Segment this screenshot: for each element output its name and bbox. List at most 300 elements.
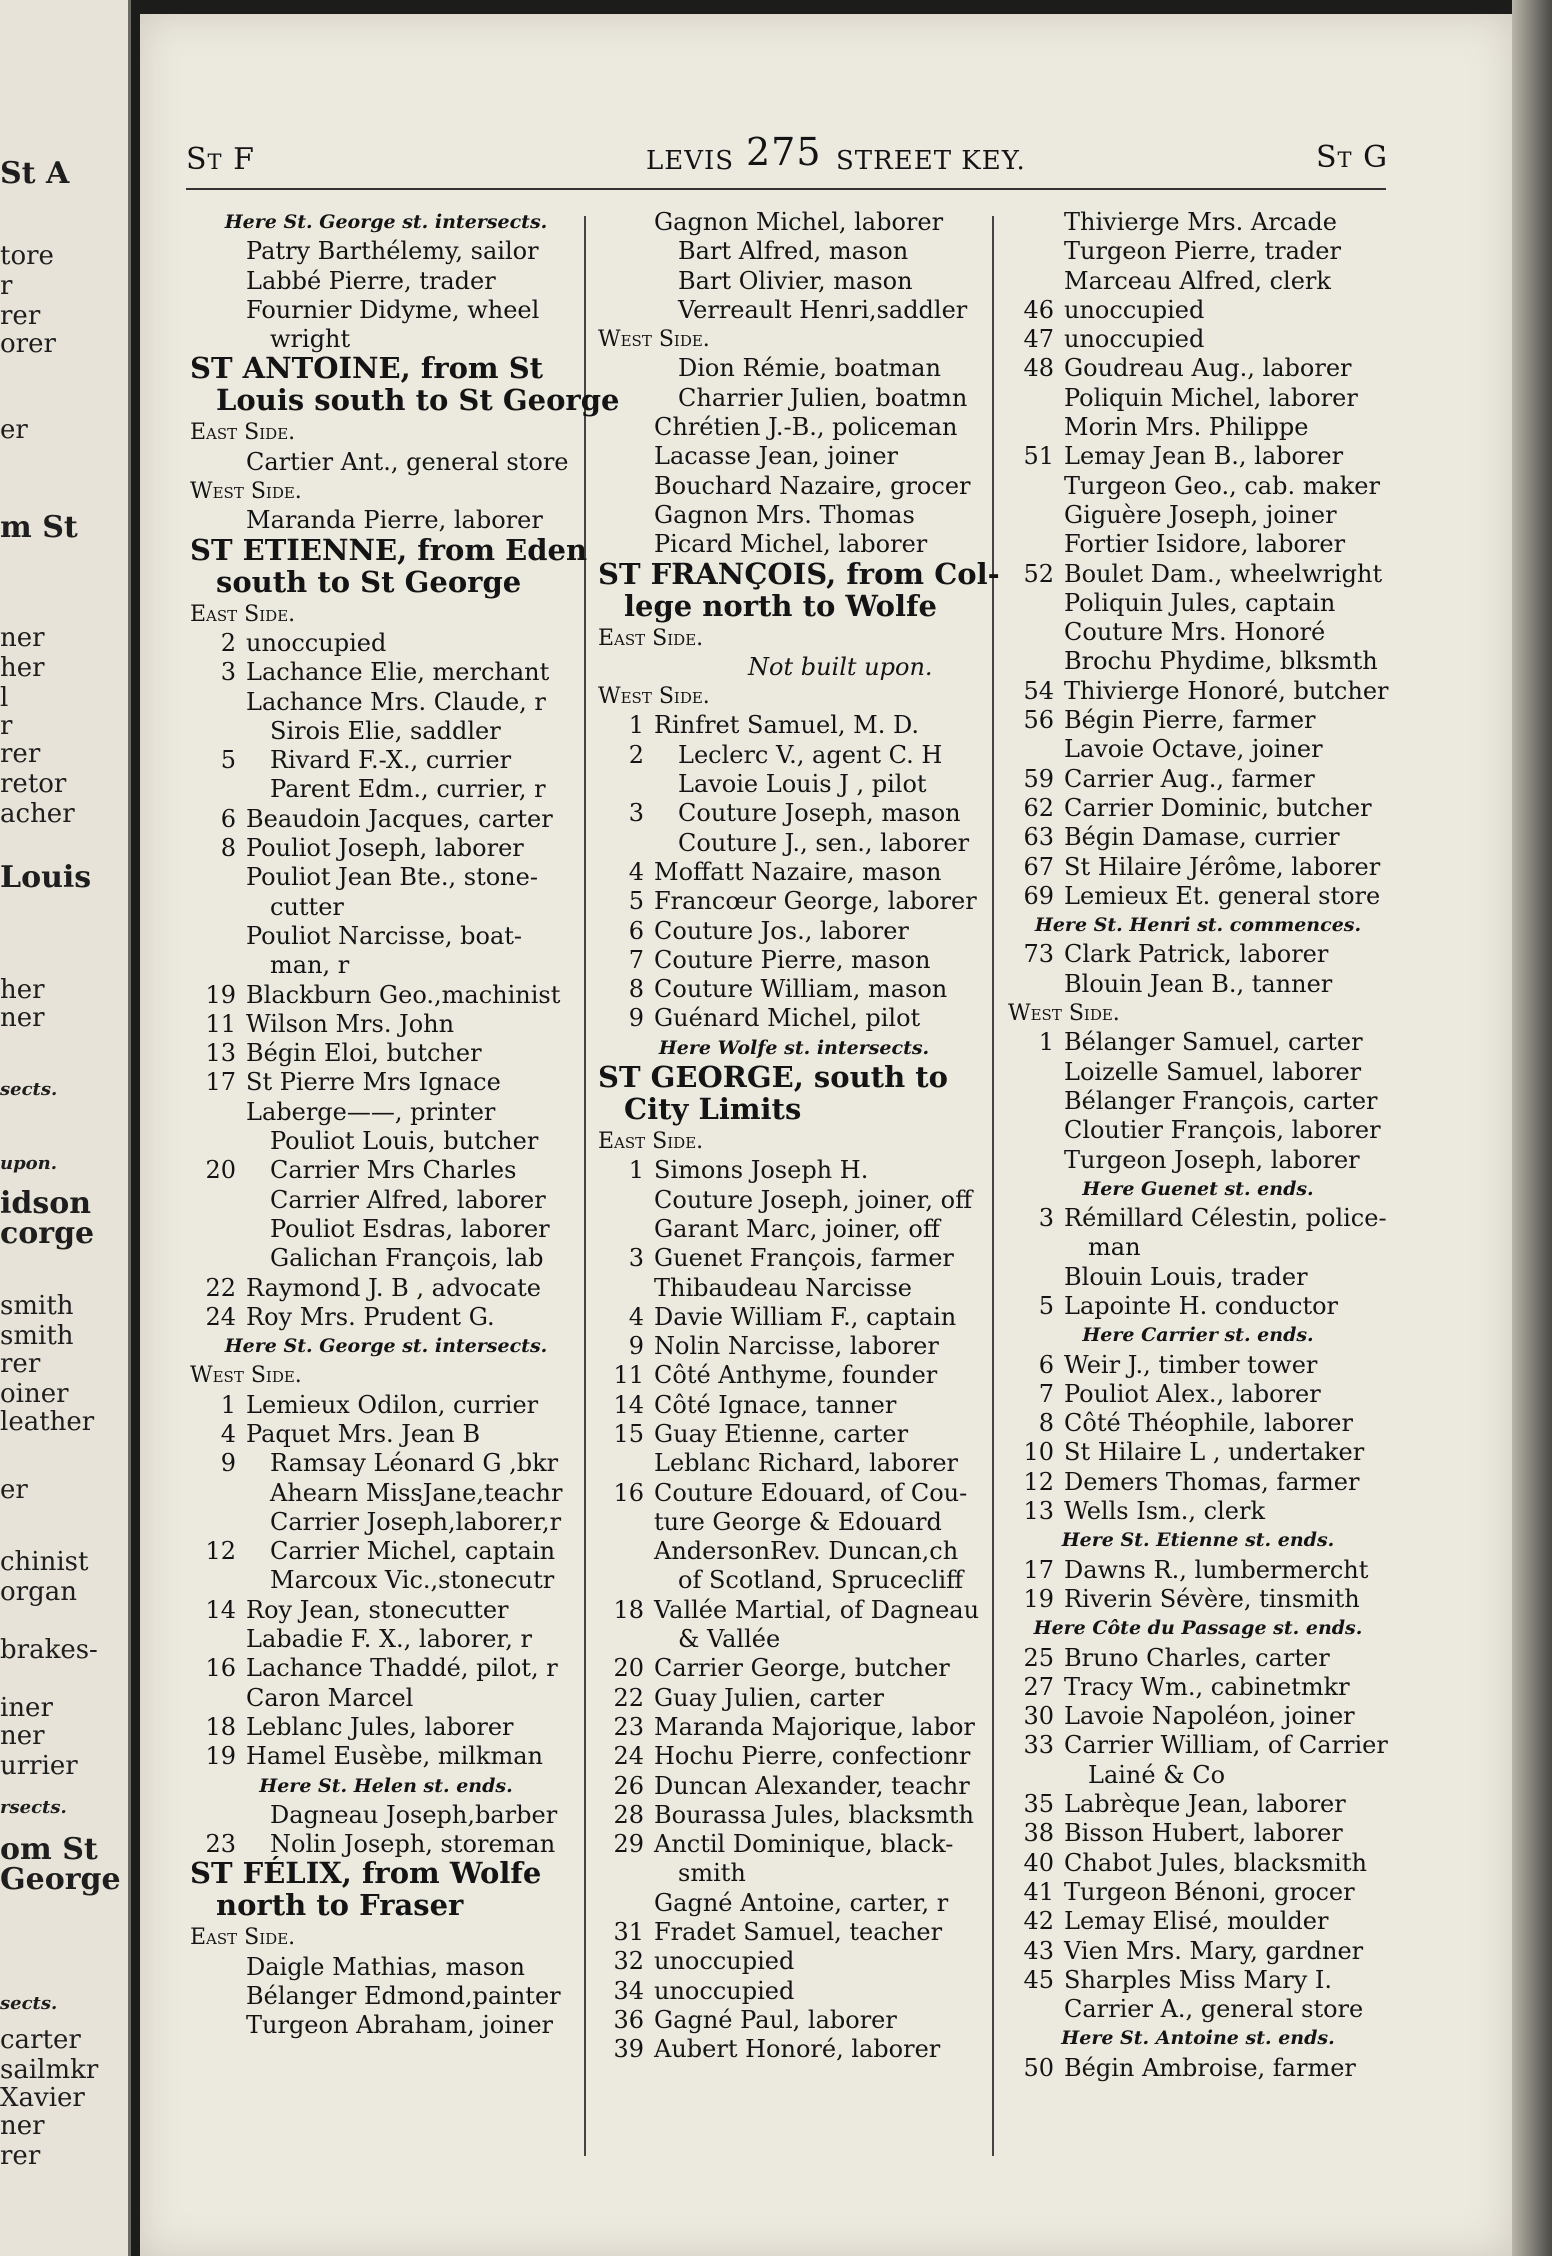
- house-number: 62: [1023, 793, 1054, 822]
- entry-text: Couture J., sen., laborer: [678, 828, 970, 857]
- entry-text: Pouliot Joseph, laborer: [246, 834, 524, 863]
- directory-entry: [1008, 1702, 1388, 1731]
- entry-text: Guénard Michel, pilot: [654, 1004, 921, 1033]
- entry-text: Couture Joseph, mason: [678, 799, 961, 828]
- directory-entry: [598, 2006, 990, 2035]
- directory-entry: [190, 805, 582, 834]
- entry-text: Nolin Joseph, storeman: [270, 1830, 556, 1859]
- house-number: 8: [220, 834, 236, 863]
- entry-text: Clark Patrick, laborer: [1064, 940, 1329, 969]
- directory-entry: [190, 1982, 582, 2011]
- house-number: 9: [220, 1449, 236, 1478]
- directory-entry: [1008, 325, 1388, 354]
- entry-text: Parent Edm., currier, r: [270, 775, 546, 804]
- entry-text: Verreault Henri,saddler: [678, 295, 968, 324]
- house-number: 32: [613, 1947, 644, 1976]
- adjacent-page-edge: [0, 0, 131, 2256]
- entry-text: Marceau Alfred, clerk: [1064, 266, 1331, 295]
- house-number: 4: [628, 857, 644, 886]
- directory-entry: [1008, 940, 1388, 969]
- entry-text: Tracy Wm., cabinetmkr: [1064, 1672, 1350, 1701]
- house-number: 46: [1023, 295, 1054, 324]
- directory-entry: [598, 1566, 990, 1595]
- column-2: [598, 208, 1000, 2065]
- house-number: 9: [628, 1004, 644, 1033]
- entry-text: Ahearn MissJane,teachr: [270, 1478, 563, 1507]
- entry-text: Blouin Jean B., tanner: [1064, 969, 1333, 998]
- entry-text: Brochu Phydime, blksmth: [1064, 647, 1378, 676]
- entry-text: Couture Joseph, joiner, off: [654, 1185, 973, 1214]
- directory-entry: [190, 1479, 582, 1508]
- entry-text: Carrier A., general store: [1064, 1995, 1364, 2024]
- entry-text: Guay Julien, carter: [654, 1683, 885, 1712]
- directory-entry: [1008, 208, 1388, 237]
- entry-text: Lemay Elisé, moulder: [1064, 1907, 1329, 1936]
- house-number: 3: [628, 799, 644, 828]
- entry-text: Maranda Pierre, laborer: [246, 506, 543, 535]
- directory-entry: [1008, 853, 1388, 882]
- house-number: 20: [205, 1156, 236, 1185]
- directory-entry: [190, 1098, 582, 1127]
- adjacent-page-fragment: oiner: [0, 1379, 69, 1409]
- directory-entry: [1008, 647, 1388, 676]
- entry-text: Here St. Etienne st. ends.: [1061, 1529, 1335, 1552]
- directory-entry: [598, 1215, 990, 1244]
- entry-text: Leblanc Jules, laborer: [246, 1712, 514, 1741]
- directory-entry: [1008, 296, 1388, 325]
- directory-entry: [598, 917, 990, 946]
- adjacent-page-fragment: rsects.: [0, 1797, 67, 1818]
- directory-entry: [598, 1332, 990, 1361]
- house-number: 3: [1038, 1204, 1054, 1233]
- entry-text: Morin Mrs. Philippe: [1064, 413, 1309, 442]
- adjacent-page-fragment: corge: [0, 1216, 95, 1251]
- entry-text: Lavoie Napoléon, joiner: [1064, 1702, 1355, 1731]
- entry-text: Nolin Narcisse, laborer: [654, 1332, 939, 1361]
- side-heading: [190, 418, 582, 447]
- entry-text: Gagnon Michel, laborer: [654, 208, 944, 236]
- entry-text: Chrétien J.-B., policeman: [654, 413, 958, 442]
- house-number: 5: [628, 887, 644, 916]
- side-heading: [1008, 999, 1388, 1028]
- house-number: 14: [205, 1595, 236, 1624]
- entry-text: Bouchard Nazaire, grocer: [654, 471, 971, 500]
- directory-entry: [190, 658, 582, 687]
- entry-text: Couture Jos., laborer: [654, 916, 909, 945]
- street-heading: [190, 1888, 582, 1923]
- directory-entry: [1008, 1028, 1388, 1057]
- directory-entry: [1008, 384, 1388, 413]
- directory-entry: [1008, 1790, 1388, 1819]
- entry-text: Bégin Pierre, farmer: [1064, 706, 1316, 735]
- directory-entry: [598, 1596, 990, 1625]
- entry-text: Bégin Eloi, butcher: [246, 1039, 482, 1068]
- side-heading: [190, 600, 582, 629]
- entry-text: Dawns R., lumbermercht: [1064, 1555, 1369, 1584]
- house-number: 43: [1023, 1936, 1054, 1965]
- directory-entry: [190, 1566, 582, 1595]
- house-number: 1: [628, 1156, 644, 1185]
- entry-text: Simons Joseph H.: [654, 1156, 869, 1185]
- adjacent-page-fragment: smith: [0, 1291, 74, 1321]
- directory-entry: [598, 711, 990, 740]
- entry-text: Chabot Jules, blacksmith: [1064, 1848, 1367, 1877]
- directory-entry: [1008, 1761, 1388, 1790]
- side-heading: [598, 682, 990, 711]
- house-number: 23: [613, 1712, 644, 1741]
- entry-text: unoccupied: [654, 1976, 795, 2005]
- house-number: 4: [220, 1419, 236, 1448]
- directory-entry: [1008, 1146, 1388, 1175]
- directory-entry: [190, 448, 582, 477]
- directory-entry: [190, 1127, 582, 1156]
- entry-text: ST ETIENNE, from Eden: [190, 532, 588, 567]
- street-intersection-note: [1008, 1526, 1388, 1555]
- house-number: 19: [205, 980, 236, 1009]
- directory-entry: [598, 1537, 990, 1566]
- entry-text: East Side.: [598, 625, 704, 651]
- entry-text: Cartier Ant., general store: [246, 447, 569, 476]
- directory-entry: [190, 1625, 582, 1654]
- entry-text: West Side.: [598, 327, 710, 353]
- side-heading: [598, 624, 990, 653]
- entry-text: West Side.: [598, 684, 710, 710]
- directory-entry: [1008, 970, 1388, 999]
- house-number: 35: [1023, 1790, 1054, 1819]
- directory-entry: [1008, 1380, 1388, 1409]
- entry-text: Lacasse Jean, joiner: [654, 442, 899, 471]
- entry-text: Bruno Charles, carter: [1064, 1643, 1330, 1672]
- house-number: 4: [628, 1302, 644, 1331]
- house-number: 47: [1023, 325, 1054, 354]
- entry-text: Thivierge Mrs. Arcade: [1064, 208, 1337, 236]
- street-heading: [190, 383, 620, 418]
- house-number: 20: [613, 1654, 644, 1683]
- street-intersection-note: [190, 1772, 582, 1801]
- entry-text: East Side.: [190, 601, 296, 627]
- directory-entry: [1008, 1438, 1388, 1467]
- entry-text: Gagné Paul, laborer: [654, 2005, 897, 2034]
- house-number: 50: [1023, 2053, 1054, 2082]
- entry-text: Rémillard Célestin, police-: [1064, 1204, 1387, 1233]
- directory-entry: [1008, 882, 1388, 911]
- directory-entry: [1008, 1995, 1388, 2024]
- entry-text: Here St. George st. intersects.: [224, 211, 548, 233]
- entry-text: Bélanger Samuel, carter: [1064, 1028, 1363, 1057]
- house-number: 48: [1023, 354, 1054, 383]
- entry-text: Dion Rémie, boatman: [678, 354, 941, 383]
- directory-entry: [190, 1801, 582, 1830]
- directory-entry: [598, 1156, 990, 1185]
- directory-entry: [1008, 1204, 1388, 1233]
- directory-entry: [598, 384, 990, 413]
- street-intersection-note: [190, 208, 582, 237]
- directory-entry: [598, 1004, 990, 1033]
- directory-entry: [1008, 1087, 1388, 1116]
- directory-entry: [598, 770, 990, 799]
- entry-text: Maranda Majorique, labor: [654, 1712, 975, 1741]
- directory-entry: [190, 834, 582, 863]
- directory-entry: [598, 1186, 990, 1215]
- entry-text: East Side.: [190, 1925, 296, 1951]
- directory-entry: [598, 1274, 990, 1303]
- header-rule: [186, 188, 1386, 190]
- entry-text: Lemieux Et. general store: [1064, 881, 1381, 910]
- house-number: 11: [613, 1361, 644, 1390]
- entry-text: Francœur George, laborer: [654, 887, 977, 916]
- entry-text: Poliquin Jules, captain: [1064, 588, 1336, 617]
- directory-entry: [190, 863, 582, 892]
- column-rule: [584, 216, 586, 2156]
- entry-text: Sharples Miss Mary I.: [1064, 1965, 1333, 1994]
- entry-text: Anctil Dominique, black-: [654, 1830, 954, 1859]
- entry-text: Rinfret Samuel, M. D.: [654, 711, 919, 740]
- house-number: 9: [628, 1332, 644, 1361]
- entry-text: Roy Jean, stonecutter: [246, 1595, 509, 1624]
- directory-entry: [598, 1742, 990, 1771]
- entry-text: West Side.: [190, 1363, 302, 1389]
- directory-entry: [598, 1420, 990, 1449]
- house-number: 51: [1023, 442, 1054, 471]
- directory-entry: [190, 775, 582, 804]
- directory-entry: [598, 354, 990, 383]
- entry-text: ST FRANÇOIS, from Col-: [598, 556, 1000, 591]
- street-heading: [598, 1092, 990, 1127]
- house-number: 24: [205, 1302, 236, 1331]
- house-number: 17: [1023, 1555, 1054, 1584]
- directory-entry: [598, 1449, 990, 1478]
- street-intersection-note: [1008, 1175, 1388, 1204]
- adjacent-page-fragment: m St: [0, 510, 78, 545]
- entry-text: Lachance Thaddé, pilot, r: [246, 1654, 558, 1683]
- adjacent-page-fragment: upon.: [0, 1153, 58, 1174]
- entry-text: Riverin Sévère, tinsmith: [1064, 1584, 1360, 1613]
- street-heading: [190, 351, 582, 386]
- entry-text: lege north to Wolfe: [624, 588, 937, 623]
- directory-entry: [190, 325, 582, 354]
- directory-entry: [1008, 1644, 1388, 1673]
- adjacent-page-fragment: St A: [0, 156, 70, 191]
- directory-entry: [190, 922, 582, 951]
- house-number: 25: [1023, 1643, 1054, 1672]
- entry-text: Duncan Alexander, teachr: [654, 1771, 970, 1800]
- column-rule: [992, 216, 994, 2156]
- entry-text: Carrier Michel, captain: [270, 1537, 556, 1566]
- street-intersection-note: [1008, 2024, 1388, 2053]
- house-number: 34: [613, 1976, 644, 2005]
- adjacent-page-fragment: ner: [0, 2111, 45, 2141]
- entry-text: Here Wolfe st. intersects.: [658, 1036, 930, 1059]
- house-number: 2: [220, 628, 236, 657]
- directory-entry: [190, 1420, 582, 1449]
- directory-entry: [190, 296, 582, 325]
- entry-text: Pouliot Louis, butcher: [270, 1127, 539, 1156]
- entry-text: Not built upon.: [748, 652, 933, 681]
- directory-entry: [1008, 765, 1388, 794]
- entry-text: Here St. Henri st. commences.: [1034, 914, 1362, 937]
- directory-entry: [1008, 1731, 1388, 1760]
- entry-text: East Side.: [190, 420, 296, 446]
- entry-text: Aubert Honoré, laborer: [654, 2035, 941, 2064]
- directory-entry: [190, 1186, 582, 1215]
- house-number: 29: [613, 1830, 644, 1859]
- street-heading: [598, 556, 1000, 592]
- directory-entry: [598, 1713, 990, 1742]
- entry-text: Poliquin Michel, laborer: [1064, 383, 1358, 412]
- directory-entry: [190, 717, 582, 746]
- directory-entry: [190, 1508, 582, 1537]
- house-number: 38: [1023, 1819, 1054, 1848]
- entry-text: Roy Mrs. Prudent G.: [246, 1302, 495, 1331]
- entry-text: ST GEORGE, south to: [598, 1060, 948, 1095]
- house-number: 12: [205, 1537, 236, 1566]
- entry-text: Turgeon Bénoni, grocer: [1064, 1877, 1355, 1906]
- entry-text: Carrier Alfred, laborer: [270, 1185, 546, 1214]
- entry-text: smith: [678, 1859, 746, 1888]
- entry-text: ST ANTOINE, from St: [190, 351, 544, 386]
- house-number: 40: [1023, 1848, 1054, 1877]
- directory-entry: [1008, 472, 1388, 501]
- header-city: LEVIS: [646, 146, 735, 176]
- house-number: 6: [1038, 1350, 1054, 1379]
- entry-text: Turgeon Geo., cab. maker: [1064, 471, 1380, 500]
- directory-entry: [1008, 530, 1388, 559]
- page-number: 275: [746, 130, 822, 174]
- entry-text: Carrier William, of Carrier: [1064, 1731, 1388, 1760]
- directory-entry: [598, 442, 990, 471]
- header-title: STREET KEY.: [836, 146, 1026, 176]
- house-number: 22: [205, 1273, 236, 1302]
- house-number: 41: [1023, 1877, 1054, 1906]
- entry-text: unoccupied: [1064, 325, 1205, 354]
- house-number: 16: [205, 1654, 236, 1683]
- entry-text: Laberge——, printer: [246, 1097, 496, 1126]
- house-number: 59: [1023, 764, 1054, 793]
- street-heading: [598, 588, 990, 624]
- entry-text: Hochu Pierre, confectionr: [654, 1742, 971, 1771]
- directory-entry: [598, 296, 990, 325]
- directory-entry: [190, 1596, 582, 1625]
- house-number: 45: [1023, 1965, 1054, 1994]
- directory-entry: [190, 2011, 582, 2040]
- house-number: 8: [628, 975, 644, 1004]
- directory-entry: [1008, 1585, 1388, 1614]
- adjacent-page-fragment: rer: [0, 739, 41, 769]
- directory-entry: [598, 1508, 990, 1537]
- entry-text: Paquet Mrs. Jean B: [246, 1419, 481, 1448]
- house-number: 6: [220, 804, 236, 833]
- directory-entry: [598, 1859, 990, 1888]
- side-heading: [598, 1127, 990, 1156]
- adjacent-page-fragment: leather: [0, 1407, 95, 1437]
- street-intersection-note: [1008, 1321, 1388, 1350]
- entry-text: Côté Ignace, tanner: [654, 1390, 897, 1419]
- entry-text: Couture Pierre, mason: [654, 945, 931, 974]
- entry-text: Bégin Ambroise, farmer: [1064, 2053, 1356, 2082]
- house-number: 6: [628, 916, 644, 945]
- directory-entry: [1008, 823, 1388, 852]
- entry-text: Bourassa Jules, blacksmth: [654, 1800, 974, 1829]
- adjacent-page-fragment: retor: [0, 769, 67, 799]
- directory-entry: [598, 267, 990, 296]
- entry-text: Beaudoin Jacques, carter: [246, 804, 553, 833]
- directory-entry: [1008, 413, 1388, 442]
- adjacent-page-fragment: er: [0, 1475, 28, 1505]
- adjacent-page-fragment: acher: [0, 799, 75, 829]
- directory-entry: [190, 1953, 582, 1982]
- house-number: 19: [205, 1742, 236, 1771]
- house-number: 2: [628, 740, 644, 769]
- entry-text: Côté Théophile, laborer: [1064, 1409, 1353, 1438]
- directory-entry: [190, 688, 582, 717]
- entry-text: Labrèque Jean, laborer: [1064, 1790, 1346, 1819]
- entry-text: Cloutier François, laborer: [1064, 1116, 1381, 1145]
- entry-text: Giguère Joseph, joiner: [1064, 500, 1337, 529]
- entry-text: Vallée Martial, of Dagneau: [654, 1595, 980, 1624]
- status-note: [598, 653, 990, 682]
- directory-entry: [1008, 1849, 1388, 1878]
- entry-text: Fradet Samuel, teacher: [654, 1918, 943, 1947]
- house-number: 16: [613, 1478, 644, 1507]
- street-intersection-note: [1008, 911, 1388, 940]
- entry-text: Bart Alfred, mason: [678, 237, 909, 266]
- directory-entry: [1008, 677, 1388, 706]
- house-number: 5: [1038, 1291, 1054, 1320]
- entry-text: Lemay Jean B., laborer: [1064, 442, 1344, 471]
- house-number: 31: [613, 1918, 644, 1947]
- directory-entry: [190, 506, 582, 535]
- directory-entry: [1008, 794, 1388, 823]
- entry-text: Loizelle Samuel, laborer: [1064, 1057, 1362, 1086]
- house-number: 7: [1038, 1379, 1054, 1408]
- directory-entry: [598, 1977, 990, 2006]
- directory-entry: [190, 1244, 582, 1273]
- page-header: [186, 126, 1389, 186]
- house-number: 1: [1038, 1028, 1054, 1057]
- house-number: 69: [1023, 881, 1054, 910]
- directory-entry: [598, 741, 990, 770]
- entry-text: Bart Olivier, mason: [678, 266, 913, 295]
- side-heading: [598, 325, 990, 354]
- directory-entry: [1008, 735, 1388, 764]
- entry-text: Turgeon Joseph, laborer: [1064, 1145, 1360, 1174]
- directory-entry: [1008, 267, 1388, 296]
- entry-text: Louis south to St George: [216, 383, 620, 418]
- house-number: 13: [1023, 1497, 1054, 1526]
- entry-text: Here Carrier st. ends.: [1082, 1324, 1314, 1347]
- directory-entry: [190, 267, 582, 296]
- entry-text: St Hilaire Jérôme, laborer: [1064, 852, 1381, 881]
- side-heading: [190, 1361, 582, 1390]
- binding-shadow: [1512, 0, 1552, 2256]
- adjacent-page-fragment: tore: [0, 241, 54, 271]
- directory-entry: [1008, 589, 1388, 618]
- house-number: 33: [1023, 1731, 1054, 1760]
- directory-entry: [190, 1537, 582, 1566]
- adjacent-page-fragment: organ: [0, 1577, 77, 1607]
- directory-entry: [598, 858, 990, 887]
- entry-text: Here Côte du Passage st. ends.: [1033, 1617, 1363, 1640]
- entry-text: Here St. George st. intersects.: [224, 1335, 548, 1358]
- house-number: 3: [220, 658, 236, 687]
- directory-entry: [598, 237, 990, 266]
- entry-text: Turgeon Pierre, trader: [1064, 237, 1341, 266]
- entry-text: Weir J., timber tower: [1064, 1350, 1318, 1379]
- adjacent-page-fragment: r: [0, 711, 13, 741]
- house-number: 3: [628, 1244, 644, 1273]
- directory-entry: [190, 1449, 582, 1478]
- entry-text: Fortier Isidore, laborer: [1064, 530, 1346, 559]
